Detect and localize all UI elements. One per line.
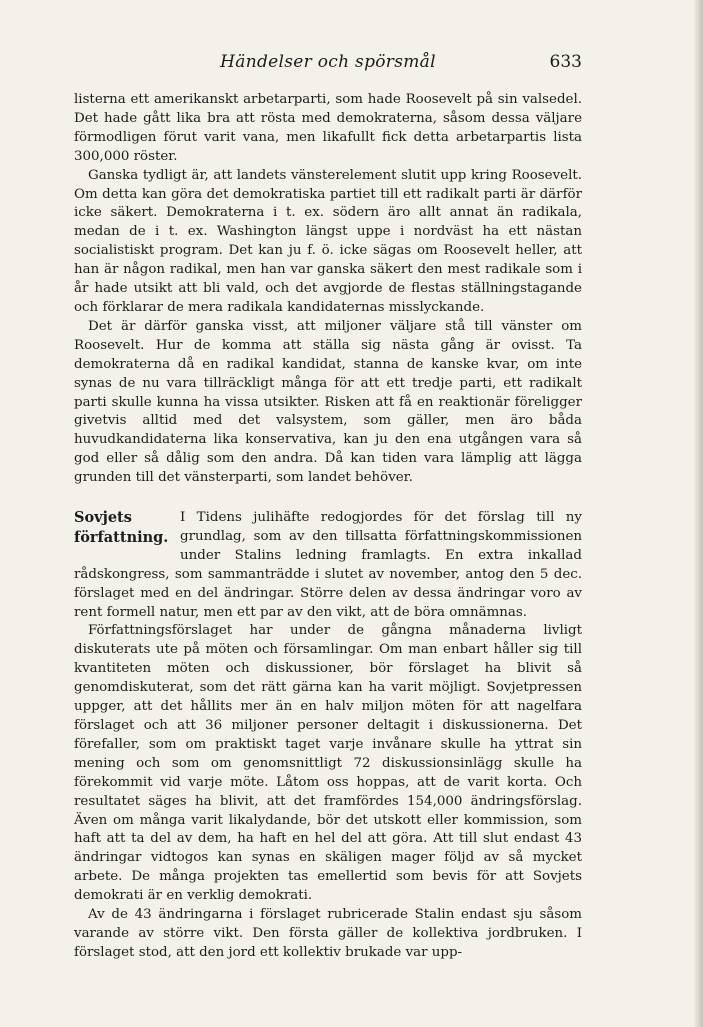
article-roosevelt: [74, 91, 582, 488]
paragraph: Av de 43 ändringarna i förslaget rubricerade Stalin endast sju såsom varande av större vikt. Den första gäller de kollektiva jordbruken. I förslaget stod, att den jord ett kollektiv brukade var upp-: [74, 907, 582, 960]
page-number: 633: [549, 52, 582, 72]
running-head: Händelser och spörsmål: [220, 52, 436, 72]
page-edge-shadow: [693, 0, 703, 1027]
paragraph: I Tidens julihäfte redogjordes för det förslag till ny grundlag, som av den tillsatta författningskommissionen under Stalins ledning framlagts. En extra inkallad rådskongress, som sammanträdde i slutet av november, antog den 5 dec. förslaget med en del ändringar. Större delen av dessa ändringar voro av rent formell natur, men ett par av den vikt, att de böra omnämnas.: [74, 510, 582, 620]
side-heading: Sovjets författning.: [74, 509, 169, 546]
paragraph: Författningsförslaget har under de gångna månaderna livligt diskuterats ute på möten och församlingar. Om man enbart håller sig till kvantiteten möten och diskussioner, bör förslaget ha blivit så genomdiskuterat, som det rätt gärna kan ha varit möjligt. Sovjetpressen uppger, att det hållits mer än en halv miljon möten för att nagelfara förslaget och att 36 miljoner personer deltagit i diskussionerna. Det förefaller, som om praktiskt taget varje invånare skulle ha yttrat sin mening och som om genomsnittligt 72 diskussionsinlägg skulle ha förekommit vid varje möte. Låtom oss hoppas, att de varit korta. Och resultatet säges ha blivit, att det framfördes 154,000 ändringsförslag. Även om många varit likalydande, bör det utskott eller kommission, som haft att ta del av dem, ha haft en hel del att göra. Att till slut endast 43 ändringar vidtogos kan synas en skäligen mager följd av så mycket arbete. De många projekten tas emellertid som bevis för att Sovjets demokrati är en verklig demokrati.: [74, 623, 582, 904]
paragraph: listerna ett amerikanskt arbetarparti, som hade Roosevelt på sin valsedel. Det hade gått lika bra att rösta med demokraterna, såsom dessa väljare förmodligen förut varit vana, men likafullt fick detta arbetarpartis lista 300,000 röster.: [74, 92, 582, 164]
paragraph: Ganska tydligt är, att landets vänsterelement slutit upp kring Roosevelt. Om detta kan göra det demokratiska partiet till ett radikalt parti är därför icke säkert. Demokraterna i t. ex. södern äro allt annat än radikala, medan de i t. ex. Washington längst uppe i nordväst ha ett nästan socialistiskt program. Det kan ju f. ö. icke sägas om Roosevelt heller, att han är någon radikal, men han var ganska säkert den mest radikale som i år hade utsikt att bli vald, och det avgjorde de flestas ställningstagande och förklarar de mera radikala kandidaternas misslyckande.: [74, 167, 582, 315]
page-header: [74, 52, 582, 78]
article-sovjets-forfattning: [74, 509, 582, 963]
paragraph: Det är därför ganska visst, att miljoner väljare stå till vänster om Roosevelt. Hur de komma att ställa sig nästa gång är ovisst. Ta demokraterna då en radikal kandidat, stanna de kanske kvar, om inte synas de nu vara tillräckligt många för att ett tredje parti, ett radikalt parti skulle kunna ha vissa utsikter. Risken att få en reaktionär föreligger givetvis alltid med det valsystem, som gäller, men äro båda huvudkandidaterna lika konservativa, kan ju den ena utgången vara så god eller så dålig som den andra. Då kan tiden vara lämplig att lägga grunden till det vänsterparti, som landet behöver.: [74, 318, 582, 486]
